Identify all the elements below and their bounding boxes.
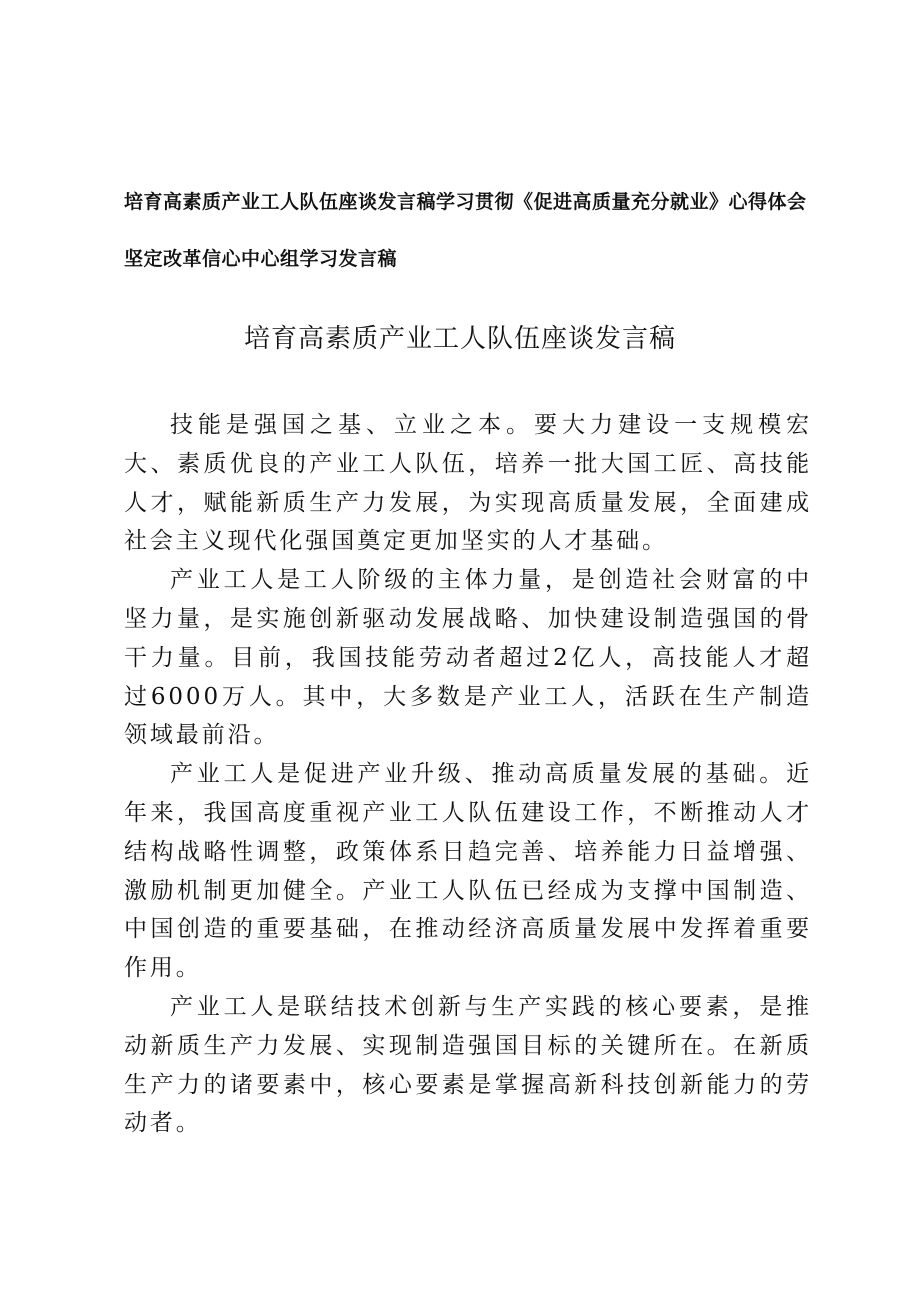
paragraph-4: 产业工人是联结技术创新与生产实践的核心要素，是推动新质生产力发展、实现制造强国目标的关键所在。在新质生产力的诸要素中，核心要素是掌握高新科技创新能力的劳动者。 <box>124 993 812 1137</box>
paragraph-2: 产业工人是工人阶级的主体力量，是创造社会财富的中坚力量，是实施创新驱动发展战略、加快建设制造强国的骨干力量。目前，我国技能劳动者超过2亿人，高技能人才超过6000万人。其中，大多数是产业工人，活跃在生产制造领域最前沿。 <box>124 567 812 749</box>
paragraph-1: 技能是强国之基、立业之本。要大力建设一支规模宏大、素质优良的产业工人队伍，培养一批大国工匠、高技能人才，赋能新质生产力发展，为实现高质量发展，全面建成社会主义现代化强国奠定更加坚实的人才基础。 <box>124 412 812 555</box>
toc-line-2: 坚定改革信心中心组学习发言稿 <box>124 248 398 270</box>
toc-line-1: 培育高素质产业工人队伍座谈发言稿学习贯彻《促进高质量充分就业》心得体会 <box>124 191 807 213</box>
document-body <box>124 406 812 1143</box>
document-title: 培育高素质产业工人队伍座谈发言稿 <box>243 324 676 354</box>
paragraph-3: 产业工人是促进产业升级、推动高质量发展的基础。近年来，我国高度重视产业工人队伍建设工作，不断推动人才结构战略性调整，政策体系日趋完善、培养能力日益增强、激励机制更加健全。产业工人队伍已经成为支撑中国制造、中国创造的重要基础，在推动经济高质量发展中发挥着重要作用。 <box>124 761 812 982</box>
